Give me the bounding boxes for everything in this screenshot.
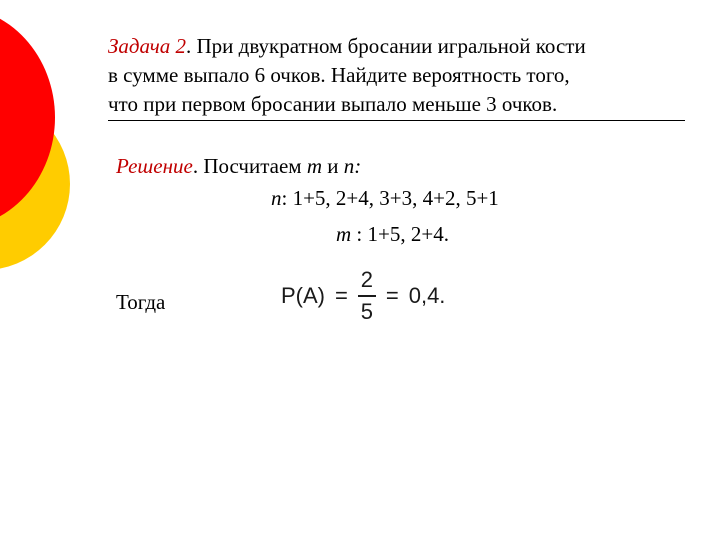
- problem-line-3: что при первом бросании выпало меньше 3 очков.: [108, 92, 558, 116]
- fraction-bar: [358, 295, 376, 297]
- divider-line: [108, 120, 685, 121]
- then-label: Тогда: [116, 290, 166, 314]
- problem-label: Задача 2: [108, 34, 187, 58]
- solution-label: Решение: [116, 154, 193, 178]
- solution-m: m: [306, 154, 322, 178]
- formula-equals-1: =: [335, 283, 348, 308]
- solution-n: n:: [343, 154, 362, 178]
- m-variable: m: [336, 222, 352, 246]
- n-variable: n: [271, 186, 282, 210]
- solution-and: и: [322, 154, 344, 178]
- m-outcomes-line: [336, 220, 449, 248]
- formula-lhs: P(A): [281, 283, 325, 308]
- probability-formula: [281, 263, 445, 329]
- fraction-numerator: 2: [360, 267, 373, 292]
- formula-equals-2: =: [385, 283, 399, 308]
- solution-intro: [116, 152, 361, 180]
- n-outcomes-line: [271, 184, 499, 212]
- m-outcomes: : 1+5, 2+4.: [351, 222, 449, 246]
- n-outcomes: : 1+5, 2+4, 3+3, 4+2, 5+1: [281, 186, 499, 210]
- problem-statement: [108, 32, 698, 119]
- solution-text: . Посчитаем: [192, 154, 307, 178]
- fraction-denominator: 5: [360, 299, 373, 324]
- formula-result: 0,4.: [408, 283, 446, 308]
- formula-fraction: [358, 267, 376, 325]
- problem-line-1: . При двукратном бросании игральной кости: [186, 34, 586, 58]
- problem-line-2: в сумме выпало 6 очков. Найдите вероятность того,: [108, 63, 570, 87]
